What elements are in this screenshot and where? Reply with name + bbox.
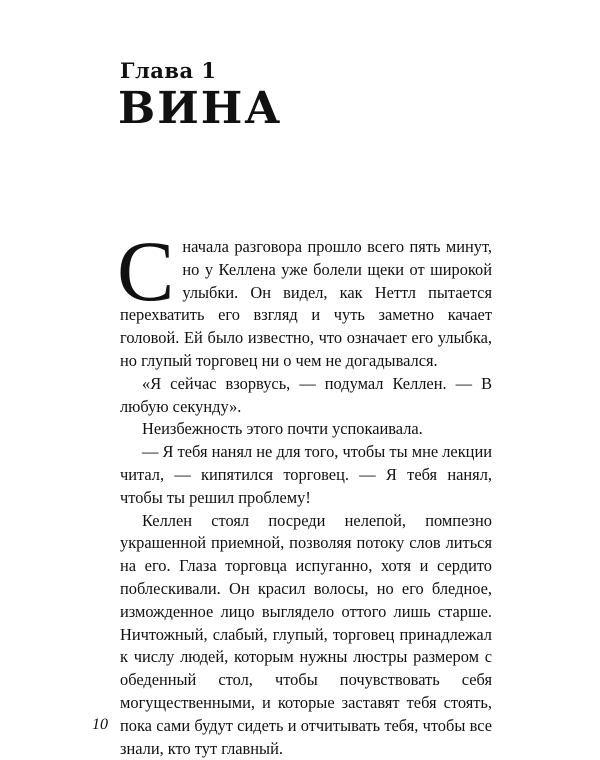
paragraph-text: начала разговора прошло всего пять минут, но у Келлена уже болели щеки от широкой улыбки. Он видел, как Неттл пытается перехватить его взгляд и чуть заметно качает головой. Ей было известно, что означает его улыбка, но глупый торговец ни о чем не догадывался. [120,237,492,370]
paragraph: «Я сейчас взорвусь, — подумал Келлен. — В любую секунду». [120,373,492,416]
chapter-title: ВИНА [118,83,283,134]
page-number: 10 [92,716,108,733]
body-text [117,223,492,760]
paragraph: — Я тебя нанял не для того, чтобы ты мне лекции читал, — кипятился торговец. — Я тебя нанял, чтобы ты решил проблему! [120,442,492,507]
drop-cap: С [117,223,175,319]
chapter-label: Глава 1 [120,58,217,83]
paragraph [117,223,492,373]
paragraph: Неизбежность этого почти успокаивала. [142,419,423,439]
paragraph: Келлен стоял посреди нелепой, помпезно украшенной приемной, позволяя потоку слов литься на его. Глаза торговца испуганно, хотя и сердито поблескивали. Он красил волосы, но его бледное, изможденное лицо выглядело оттого лишь старше. Ничтожный, слабый, глупый, торговец принадлежал к числу людей, которым нужны люстры размером с обеденный стол, чтобы почувствовать себя могущественными, и которые заставят тебя стоять, пока сами будут сидеть и отчитывать тебя, чтобы все знали, кто тут главный. [120,510,492,758]
